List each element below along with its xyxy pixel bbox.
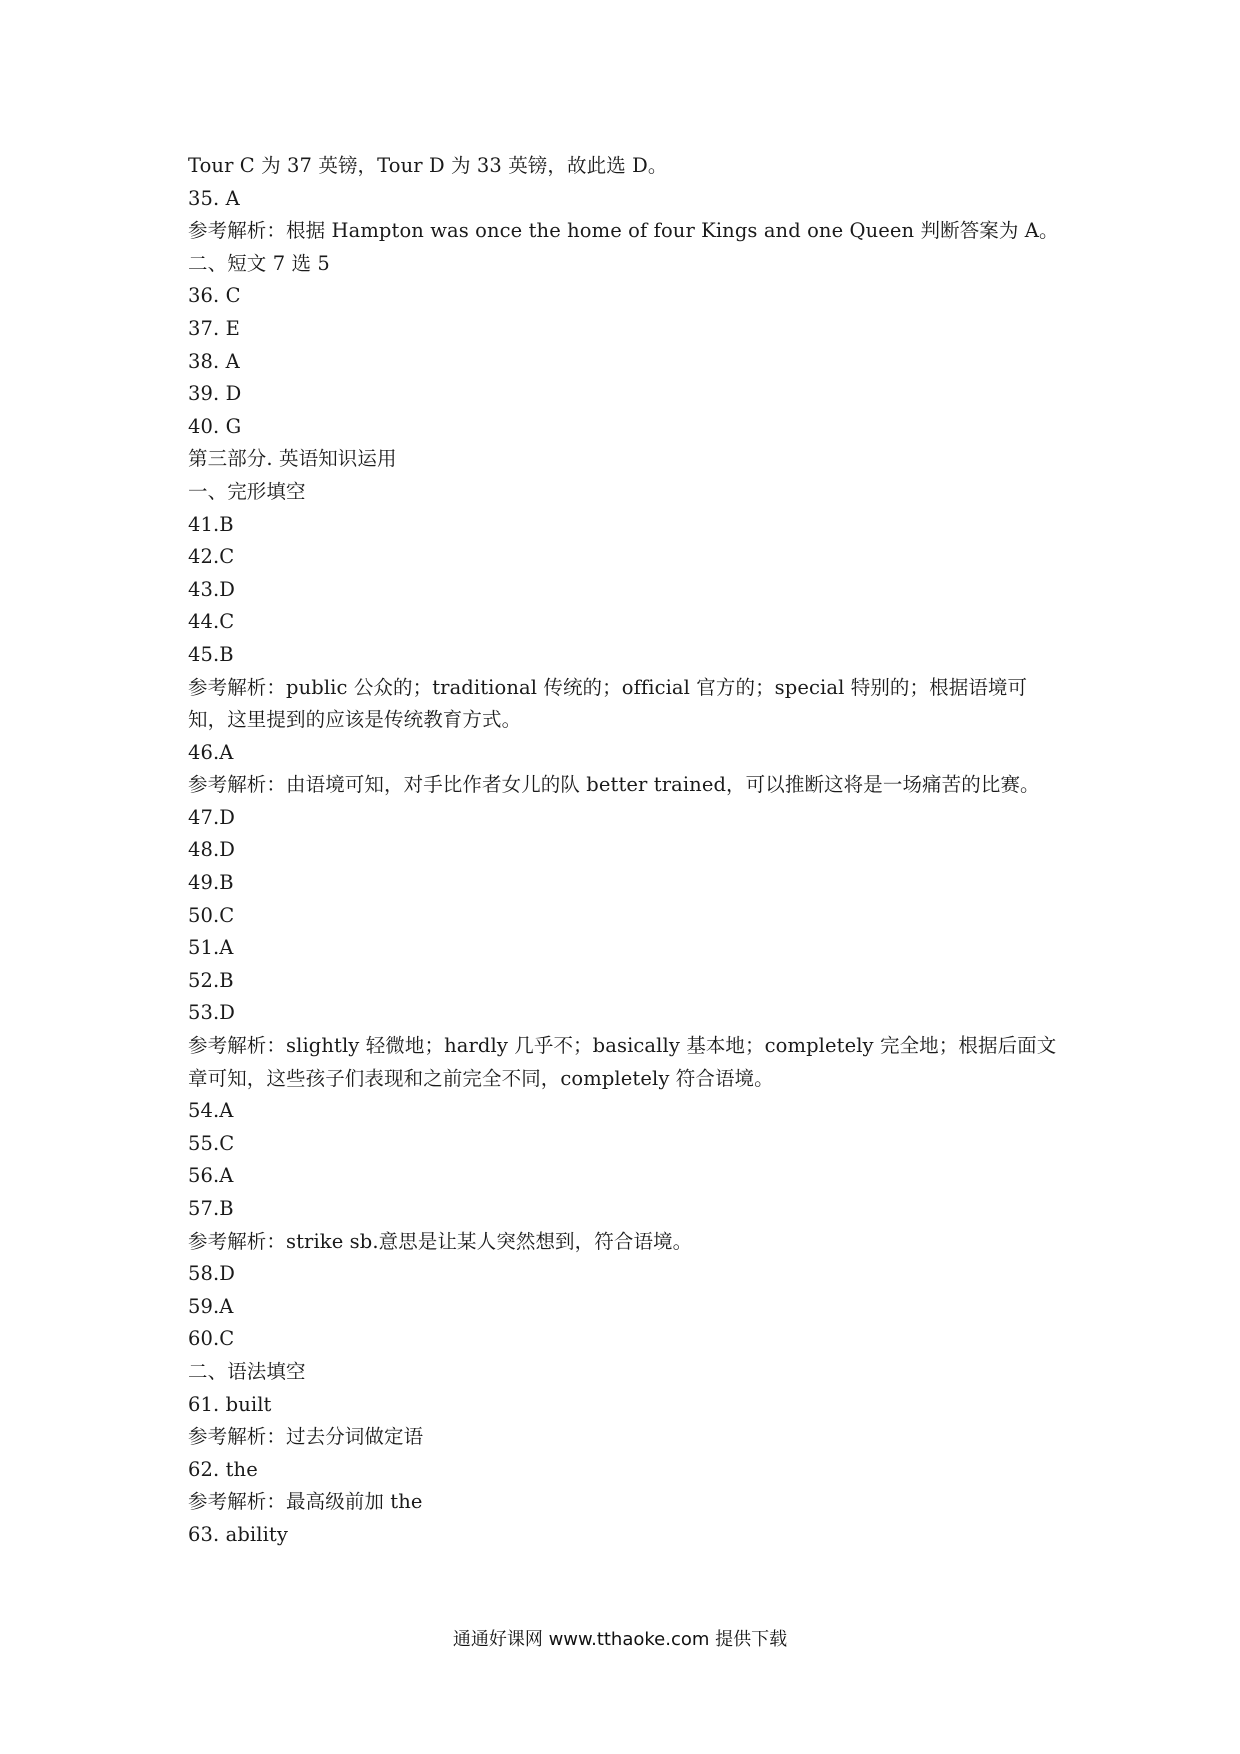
explanation-paragraph: 参考解析：由语境可知，对手比作者女儿的队 better trained，可以推断这将是一场痛苦的比赛。 (188, 773, 1040, 797)
answer-line: 40. G (188, 414, 242, 438)
answer-line: 参考解析：strike sb.意思是让某人突然想到，符合语境。 (188, 1229, 693, 1253)
answer-line: 56.A (188, 1164, 234, 1188)
answer-line: 37. E (188, 316, 240, 340)
answer-line: 35. A (188, 186, 240, 210)
answer-line: 53.D (188, 1001, 236, 1025)
answer-line: 48.D (188, 838, 236, 862)
explanation-paragraph: 参考解析：public 公众的；traditional 传统的；official 官方的；special 特别的；根据语境可知，这里提到的应该是传统教育方式。 (188, 675, 1028, 732)
answer-line: 39. D (188, 382, 242, 406)
answer-line: 52.B (188, 968, 234, 992)
answer-line: 47.D (188, 805, 236, 829)
answer-line: 38. A (188, 349, 240, 373)
answer-line: 54.A (188, 1099, 234, 1123)
answer-line: 42.C (188, 545, 235, 569)
answer-line: 45.B (188, 642, 234, 666)
answer-line: 57.B (188, 1197, 234, 1220)
answer-line: 60.C (188, 1327, 235, 1351)
answer-line: 第三部分. 英语知识运用 (188, 447, 397, 471)
answer-line: 二、短文 7 选 5 (188, 251, 330, 275)
page-footer: 通通好课网 www.tthaoke.com 提供下载 (452, 1629, 788, 1650)
answer-line: 55.C (188, 1131, 235, 1155)
answer-line: 50.C (188, 903, 235, 927)
answer-line: 参考解析：根据 Hampton was once the home of four Kings and one Queen 判断答案为 A。 (188, 219, 1059, 243)
explanation-paragraph: 参考解析：slightly 轻微地；hardly 几乎不；basically 基本地；completely 完全地；根据后面文章可知，这些孩子们表现和之前完全不同，completely 符合语境。 (188, 1034, 1057, 1090)
answer-line: 43.D (188, 577, 236, 601)
answer-line: 46.A (188, 740, 234, 764)
answer-line: 58.D (188, 1262, 236, 1286)
answer-line: 62. the (188, 1457, 258, 1481)
answer-line: 59.A (188, 1294, 234, 1318)
answer-key-body (188, 150, 1058, 1552)
answer-line: 63. ability (188, 1522, 288, 1546)
answer-line: 参考解析：最高级前加 the (188, 1490, 423, 1514)
answer-line: 参考解析：过去分词做定语 (188, 1425, 424, 1449)
answer-line: 36. C (188, 284, 241, 308)
answer-line: 51.A (188, 936, 234, 960)
answer-line: 二、语法填空 (188, 1359, 306, 1383)
answer-line: 49.B (188, 871, 234, 895)
answer-line: 一、完形填空 (188, 479, 306, 503)
answer-line: 44.C (188, 610, 235, 634)
answer-line: 41.B (188, 512, 234, 536)
answer-line: 61. built (188, 1392, 272, 1416)
answer-line: Tour C 为 37 英镑，Tour D 为 33 英镑，故此选 D。 (188, 154, 668, 177)
